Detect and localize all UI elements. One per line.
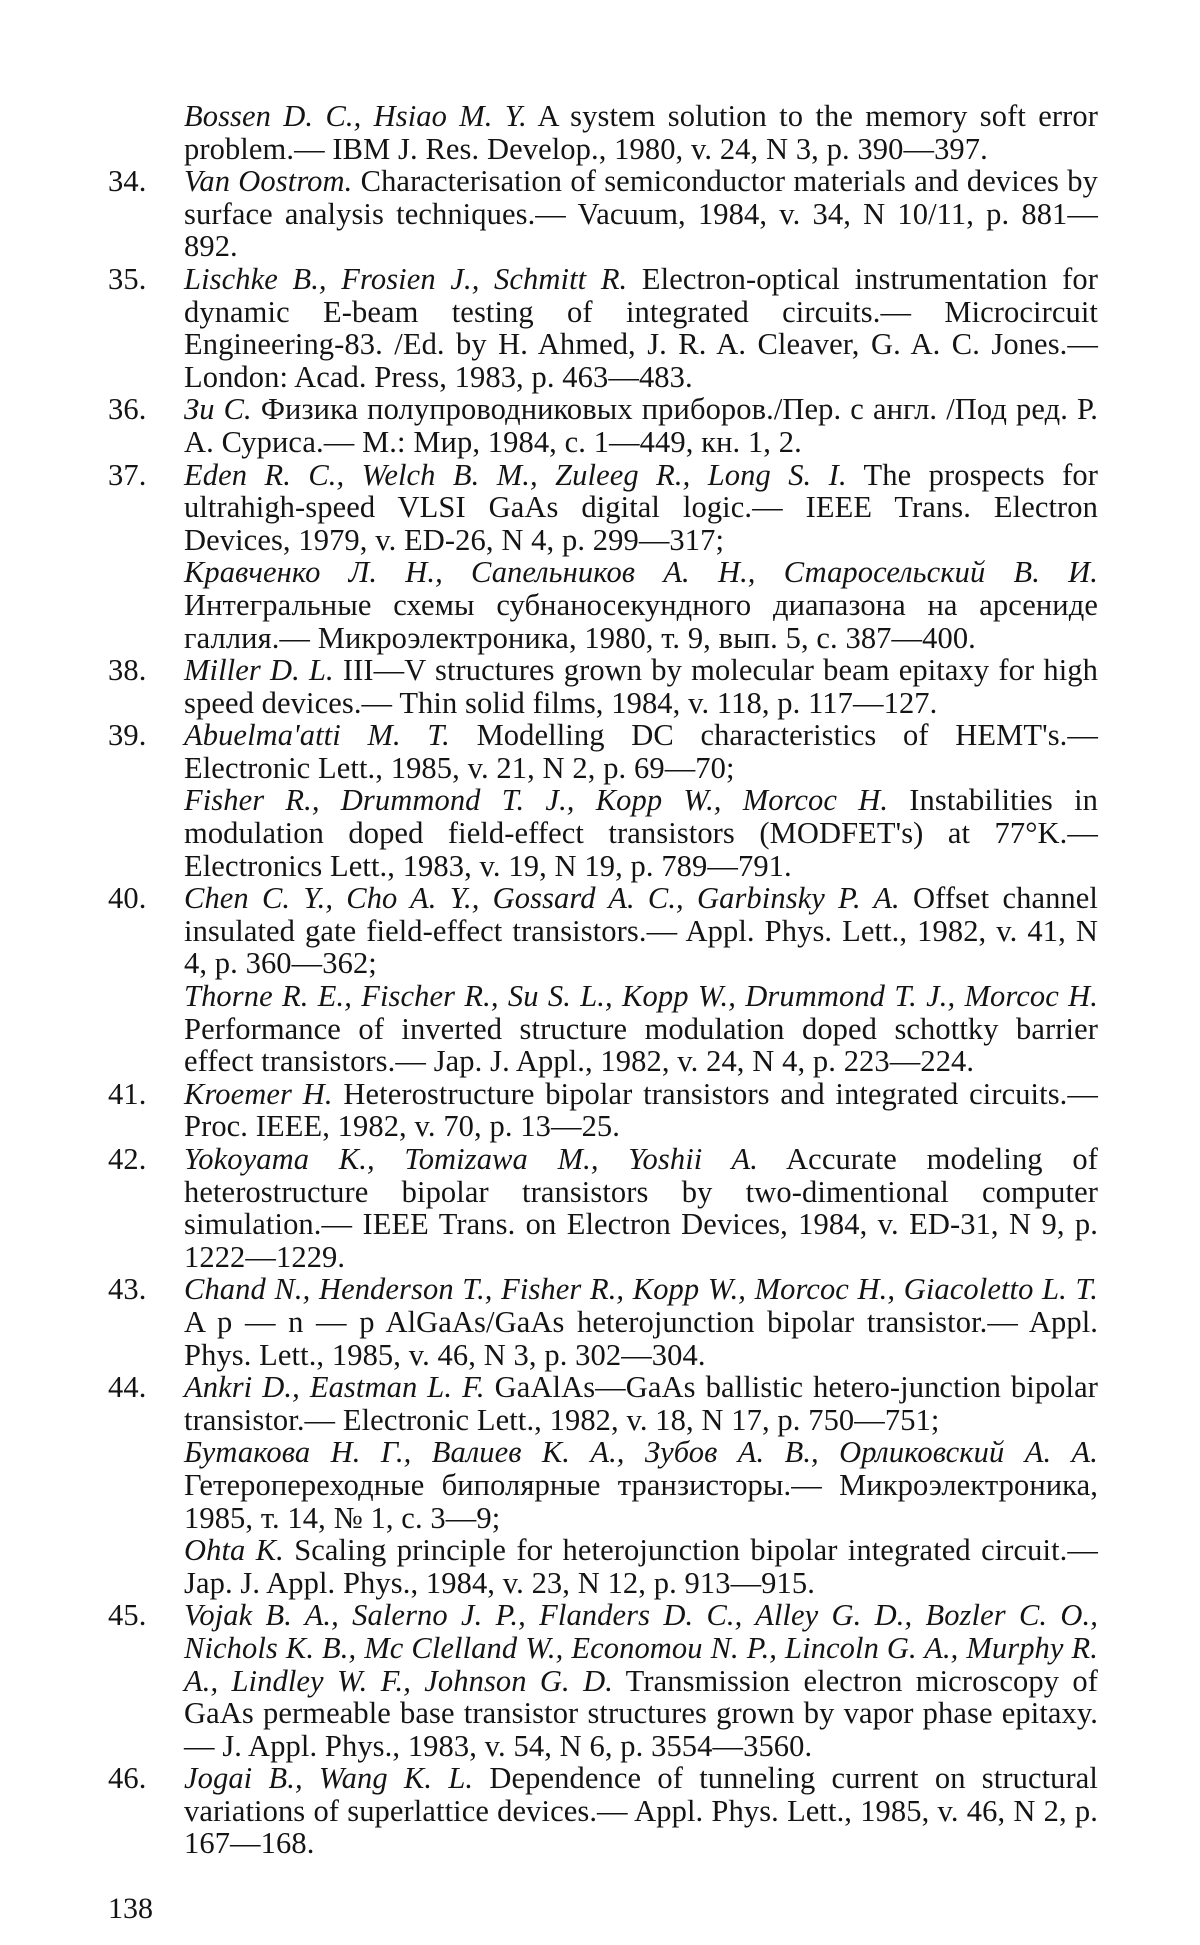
reference-part bbox=[184, 459, 1098, 557]
reference-part bbox=[184, 882, 1098, 980]
reference-authors: Jogai B., Wang K. L. bbox=[184, 1761, 474, 1796]
reference-text: Accurate modeling of heterostructure bipolar transistors by two-dimentional computer simulation.— IEEE Trans. on Electron Devices, 1984, v. ED-31, N 9, p. 1222—1229. bbox=[184, 1142, 1098, 1274]
reference-authors: Thorne R. E., Fischer R., Su S. L., Kopp W., Drummond T. J., Morcoc H. bbox=[184, 979, 1098, 1014]
reference-entry-41 bbox=[108, 1078, 1098, 1143]
reference-part bbox=[184, 1599, 1098, 1762]
reference-text: Heterostructure bipolar transistors and integrated circuits.— Proc. IEEE, 1982, v. 70, p. 13—25. bbox=[184, 1076, 1099, 1144]
reference-authors: Ankri D., Eastman L. F. bbox=[184, 1370, 485, 1405]
reference-text: Performance of inverted structure modulation doped schottky barrier effect transistors.— Jap. J. Appl., 1982, v. 24, N 4, p. 223—224. bbox=[184, 1011, 1098, 1079]
reference-number: 44. bbox=[108, 1370, 147, 1405]
reference-authors: Miller D. L. bbox=[184, 653, 334, 688]
reference-number: 43. bbox=[108, 1272, 147, 1307]
reference-number: 34. bbox=[108, 164, 147, 199]
reference-text: Интегральные схемы субнаносекундного диапазона на арсениде галлия.— Микроэлектроника, 1980, т. 9, вып. 5, с. 387—400. bbox=[184, 587, 1098, 655]
reference-authors: Ohta K. bbox=[184, 1533, 284, 1568]
reference-part bbox=[184, 1273, 1098, 1371]
reference-text: GaAlAs—GaAs ballistic hetero-junction bipolar transistor.— Electronic Lett., 1982, v. 18, N 17, p. 750—751; bbox=[184, 1370, 1099, 1437]
reference-entry-43 bbox=[108, 1273, 1098, 1371]
reference-number: 37. bbox=[108, 457, 147, 492]
reference-part bbox=[184, 263, 1098, 393]
reference-entry-33-cont bbox=[108, 100, 1098, 165]
reference-number: 39. bbox=[108, 718, 147, 753]
reference-text: Scaling principle for heterojunction bipolar integrated circuit.— Jap. J. Appl. Phys., 1984, v. 23, N 12, p. 913—915. bbox=[184, 1533, 1098, 1600]
reference-text: Electron-optical instrumentation for dynamic E-beam testing of integrated circuits.— Microcircuit Engineering-83. /Ed. by H. Ahmed, J. R. A. Cleaver, G. A. C. Jones.— London: Acad. Press, 1983, p. 463—483. bbox=[184, 261, 1099, 394]
reference-entry-36 bbox=[108, 393, 1098, 458]
reference-authors: Зи С. bbox=[184, 392, 252, 427]
reference-part bbox=[184, 1436, 1098, 1534]
reference-number: 35. bbox=[108, 261, 147, 296]
reference-authors: Chen C. Y., Cho A. Y., Gossard A. C., Garbinsky P. A. bbox=[184, 881, 900, 916]
reference-entry-39 bbox=[108, 719, 1098, 882]
reference-part bbox=[184, 165, 1098, 263]
reference-authors: Fisher R., Drummond T. J., Kopp W., Morcoc H. bbox=[184, 783, 889, 818]
reference-entry-40 bbox=[108, 882, 1098, 1078]
reference-entry-45 bbox=[108, 1599, 1098, 1762]
page-number: 138 bbox=[108, 1892, 153, 1925]
reference-authors: Kroemer H. bbox=[184, 1076, 333, 1111]
reference-number: 41. bbox=[108, 1076, 147, 1111]
reference-number: 42. bbox=[108, 1142, 147, 1176]
reference-entry-46 bbox=[108, 1762, 1098, 1860]
reference-number: 38. bbox=[108, 653, 147, 688]
reference-number: 36. bbox=[108, 392, 147, 427]
reference-part bbox=[184, 1143, 1098, 1273]
reference-authors: Бутакова Н. Г., Валиев К. А., Зубов А. В., Орликовский А. А. bbox=[184, 1435, 1098, 1470]
reference-text: A p — n — p AlGaAs/GaAs heterojunction bipolar transistor.— Appl. Phys. Lett., 1985, v. 46, N 3, p. 302—304. bbox=[184, 1304, 1098, 1372]
reference-authors: Vojak B. A., Salerno J. P., Flanders D. C., Alley G. D., Bozler C. O., Nichols K. B., Mc Clelland W., Economou N. P., Lincoln G. A., Murphy R. A., Lindley W. F., Johnson G. D. bbox=[184, 1598, 1098, 1698]
reference-text: Transmission electron microscopy of GaAs permeable base transistor structures grown by vapor phase epitaxy.— J. Appl. Phys., 1983, v. 54, N 6, p. 3554—3560. bbox=[184, 1663, 1098, 1763]
reference-entry-34 bbox=[108, 165, 1098, 263]
reference-authors: Chand N., Henderson T., Fisher R., Kopp W., Morcoc H., Giacoletto L. T. bbox=[184, 1272, 1098, 1307]
reference-part bbox=[184, 1371, 1098, 1436]
reference-authors: Bossen D. C., Hsiao M. Y. bbox=[184, 99, 527, 133]
reference-part bbox=[184, 654, 1098, 719]
reference-authors: Eden R. C., Welch B. M., Zuleeg R., Long S. I. bbox=[184, 457, 847, 492]
reference-part bbox=[184, 393, 1098, 458]
reference-part bbox=[184, 100, 1098, 165]
reference-part bbox=[184, 719, 1098, 784]
reference-text: Modelling DC characteristics of HEMT's.— Electronic Lett., 1985, v. 21, N 2, p. 69—70; bbox=[184, 718, 1098, 785]
reference-entry-44 bbox=[108, 1371, 1098, 1599]
reference-number: 40. bbox=[108, 881, 147, 916]
reference-text: The prospects for ultrahigh-speed VLSI GaAs digital logic.— IEEE Trans. Electron Devices, 1979, v. ED-26, N 4, p. 299—317; bbox=[184, 457, 1098, 557]
reference-authors: Lischke B., Frosien J., Schmitt R. bbox=[184, 261, 628, 296]
reference-text: Dependence of tunneling current on structural variations of superlattice devices.— Appl. Phys. Lett., 1985, v. 46, N 2, p. 167—168. bbox=[184, 1761, 1098, 1861]
reference-text: A system solution to the memory soft error problem.— IBM J. Res. Develop., 1980, v. 24, N 3, p. 390—397. bbox=[184, 99, 1098, 166]
reference-authors: Van Oostrom. bbox=[184, 164, 353, 199]
reference-text: Offset channel insulated gate field-effect transistors.— Appl. Phys. Lett., 1982, v. 41, N 4, p. 360—362; bbox=[184, 881, 1098, 981]
reference-authors: Yokoyama K., Tomizawa M., Yoshii A. bbox=[184, 1142, 758, 1176]
reference-entry-38 bbox=[108, 654, 1098, 719]
reference-part bbox=[184, 980, 1098, 1078]
reference-entry-37 bbox=[108, 459, 1098, 655]
reference-number: 46. bbox=[108, 1761, 147, 1796]
reference-part bbox=[184, 1078, 1098, 1143]
reference-entry-42 bbox=[108, 1143, 1098, 1273]
reference-text: Instabilities in modulation doped field-effect transistors (MODFET's) at 77°K.— Electronics Lett., 1983, v. 19, N 19, p. 789—791. bbox=[184, 783, 1098, 883]
reference-text: Гетеропереходные биполярные транзисторы.— Микроэлектроника, 1985, т. 14, № 1, с. 3—9; bbox=[184, 1467, 1098, 1535]
reference-authors: Abuelma'atti M. T. bbox=[184, 718, 450, 753]
reference-text: III—V structures grown by molecular beam epitaxy for high speed devices.— Thin solid films, 1984, v. 118, p. 117—127. bbox=[184, 653, 1098, 720]
reference-authors: Кравченко Л. Н., Сапельников А. Н., Старосельский В. И. bbox=[184, 555, 1098, 590]
reference-number: 45. bbox=[108, 1598, 147, 1633]
reference-text: Characterisation of semiconductor materials and devices by surface analysis techniques.— Vacuum, 1984, v. 34, N 10/11, p. 881—892. bbox=[184, 164, 1098, 264]
reference-part bbox=[184, 784, 1098, 882]
reference-part bbox=[184, 1534, 1098, 1599]
reference-part bbox=[184, 556, 1098, 654]
reference-text: Физика полупроводниковых приборов./Пер. с англ. /Под ред. Р. А. Суриса.— М.: Мир, 1984, с. 1—449, кн. 1, 2. bbox=[184, 392, 1098, 459]
reference-part bbox=[184, 1762, 1098, 1860]
reference-list bbox=[108, 100, 1098, 1860]
reference-entry-35 bbox=[108, 263, 1098, 393]
